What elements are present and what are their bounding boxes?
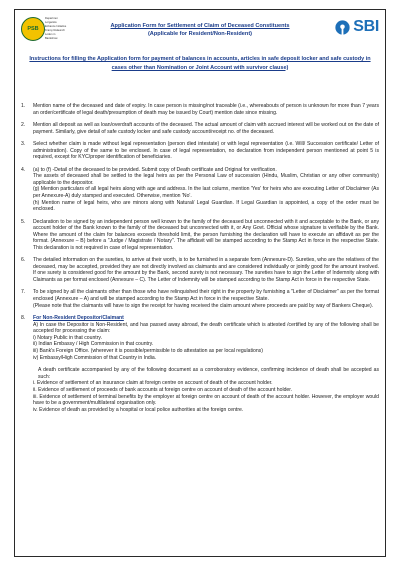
psb-emblem: PSB (21, 17, 45, 41)
sub-list-item: ii. Evidence of settlement of proceeds of bank accounts at foreign centre on account of death of the account holder. (33, 386, 293, 393)
sub-list-item: iii) Bank's Foreign Office. (wherever it is possible/permissible to do attestation as per local regulations) (33, 347, 263, 354)
item-text: (Please note that the claimants will have to sign the receipt for having received the claim amount where proceeds are paid by way of Bankers Cheque). (33, 302, 374, 309)
instructions-list (21, 103, 379, 419)
sbi-keyhole-icon (335, 20, 350, 35)
list-item (21, 141, 379, 161)
psb-logo-text: Departmet Lorganize Enhance Initiative Kramy Relaunch Loden in Bankshow (45, 17, 67, 40)
form-title (75, 22, 325, 38)
item-text: (g) Mention particulars of all legal heirs along with age and address. In the last column, mention 'Yes' for heirs who are executing Letter of Disclaimer (As per Annexure-A) duly stamped and executed. Otherwise, mention 'No'. (33, 186, 379, 199)
item-text: The assets of deceased shall be settled to the legal heirs as per the Personal Law of succession (Hindu, Muslim, Christian or any other community) applicable to the depositor. (33, 173, 379, 186)
sub-list-item: iii. Evidence of settlement of terminal benefits by the employer at foreign centre on account of death of the account holder. However, the employer would have to be a government/multilateral organisation only. (33, 393, 379, 407)
item-number: 2. (21, 121, 26, 128)
sub-list-item: i) Notary Public in that country. (33, 334, 102, 341)
item-number: 4. (21, 166, 26, 173)
sbi-logo (335, 18, 379, 36)
sbi-wordmark: SBI (353, 18, 379, 35)
sub-list-item: i. Evidence of settlement of an insurance claim at foreign centre on account of death of the account holder. (33, 380, 273, 387)
list-item (21, 315, 379, 413)
title-line-1: Application Form for Settlement of Claim of Deceased Constituents (110, 23, 290, 29)
item-text: To be signed by all the claimants other than those who have relinquished their right in the property by furnishing a "Letter of Disclaimer" as per the format enclosed (Annexure – A) and will be stamped according to the Stamp Act in force in the respective State. (33, 289, 379, 303)
item-text: (h) Mention name of legal heirs, who are minors along with Natural/ Legal Guardian. If Legal Guardian is appointed, a copy of the order must be enclosed. (33, 199, 379, 213)
sub-list-item: iv) Embassy/High Commission of that Country in India. (33, 354, 157, 361)
list-item (21, 167, 379, 213)
list-item (21, 219, 379, 252)
item-text: Mention name of the deceased and date of expiry. In case person is missing/not traceable (i.e., whereabouts of person is unknown for more than 7 years an order/certificate of legal death/presumption of death may be issued by Court) mention date since missing. (33, 103, 379, 116)
list-item (21, 122, 379, 135)
item-number: 5. (21, 218, 26, 225)
title-line-2: (Applicable for Resident/Non-Resident) (147, 31, 253, 37)
item-number: 3. (21, 140, 26, 147)
item-text: Select whether claim is made without legal representation (person died intestate) or with legal representation (i.e. Will/ Succession certificate/ Letter of administration). Copy of the same to be enclosed. In case of legal representation, no declaration from independent person mentioned at point 5 is required, except for KYC/proper identification of beneficiaries. (33, 140, 379, 161)
list-item (21, 103, 379, 116)
item-number: 7. (21, 289, 26, 296)
sub-list-item: iv. Evidence of death as provided by a hospital or local police authorities at the foreign centre. (33, 406, 244, 413)
nri-heading: For Non-Resident Depositor/Claimant (33, 315, 124, 322)
item-text: The detailed information on the sureties, to arrive at their worth, is to be furnished in a separate form (Annexure-D). Sureties, who are the relatives of the deceased, may be accepted, provided they are not directly involved as claimants and are considered individually or jointly good for the amount involved. If one surety is considered good for the amount by the Bank, second surety is not necessary. The sureties have to sign the Letter of Indemnity along with Claimants as per format enclosed (Annexure – C). The Letter of Indemnity will be stamped according to the Stamp Act in force in the respective State. (33, 257, 379, 284)
item-text: (a) to (f) -Detail of the deceased to be provided. Submit copy of Death certificate and Original for verification. (33, 166, 277, 173)
item-text: A) In case the Depositor is Non-Resident, and has passed away abroad, the death certificate which is attested /certified by any of the following shall be accepted for processing the claim: (33, 321, 379, 335)
instructions-heading: Instructions for filling the Application form for payment of balances in accounts, articles in safe deposit locker and safe custody in cases other than Nomination or Joint Account with survivor clause) (29, 56, 371, 71)
sub-list-item: ii) Indian Embassy / High Commission in that country. (33, 341, 154, 348)
item-text: Mention all deposit as well as loan/overdraft accounts of the deceased. The actual amount of claim with accrued interest will be worked out on the date of payment. Similarly, give detail of safe custody locker and safe custody account/receipt no. of the deceased. (33, 121, 379, 135)
item-number: 1. (21, 103, 26, 109)
list-item (21, 289, 379, 309)
claim-form-page (14, 9, 386, 557)
item-number: 8. (21, 315, 26, 322)
item-text: A death certificate accompanied by any of the following document as a corroboratory evidence, confirming incidence of death shall be accepted as such: (38, 367, 379, 380)
psb-logo (21, 15, 67, 59)
item-text: Declaration to be signed by an independent person well known to the family of the deceased but unconnected with it and acceptable to the Bank, or any account holder of the Bank known to the family of the deceased but unconnected with it, or Any Govt. Official whose signature is verifiable by the Bank. Where the amount of the claim for balances exceeds threshold limit, the person furnishing the declaration will have to execute an affidavit as per the format. (Annexure – B) before a "Judge / Magistrate / Notary". The affidavit will be stamped according to the Stamp Act in force in the respective State. This declaration is not required in case of legal representation. (33, 218, 379, 251)
item-number: 6. (21, 257, 26, 264)
list-item (21, 257, 379, 283)
